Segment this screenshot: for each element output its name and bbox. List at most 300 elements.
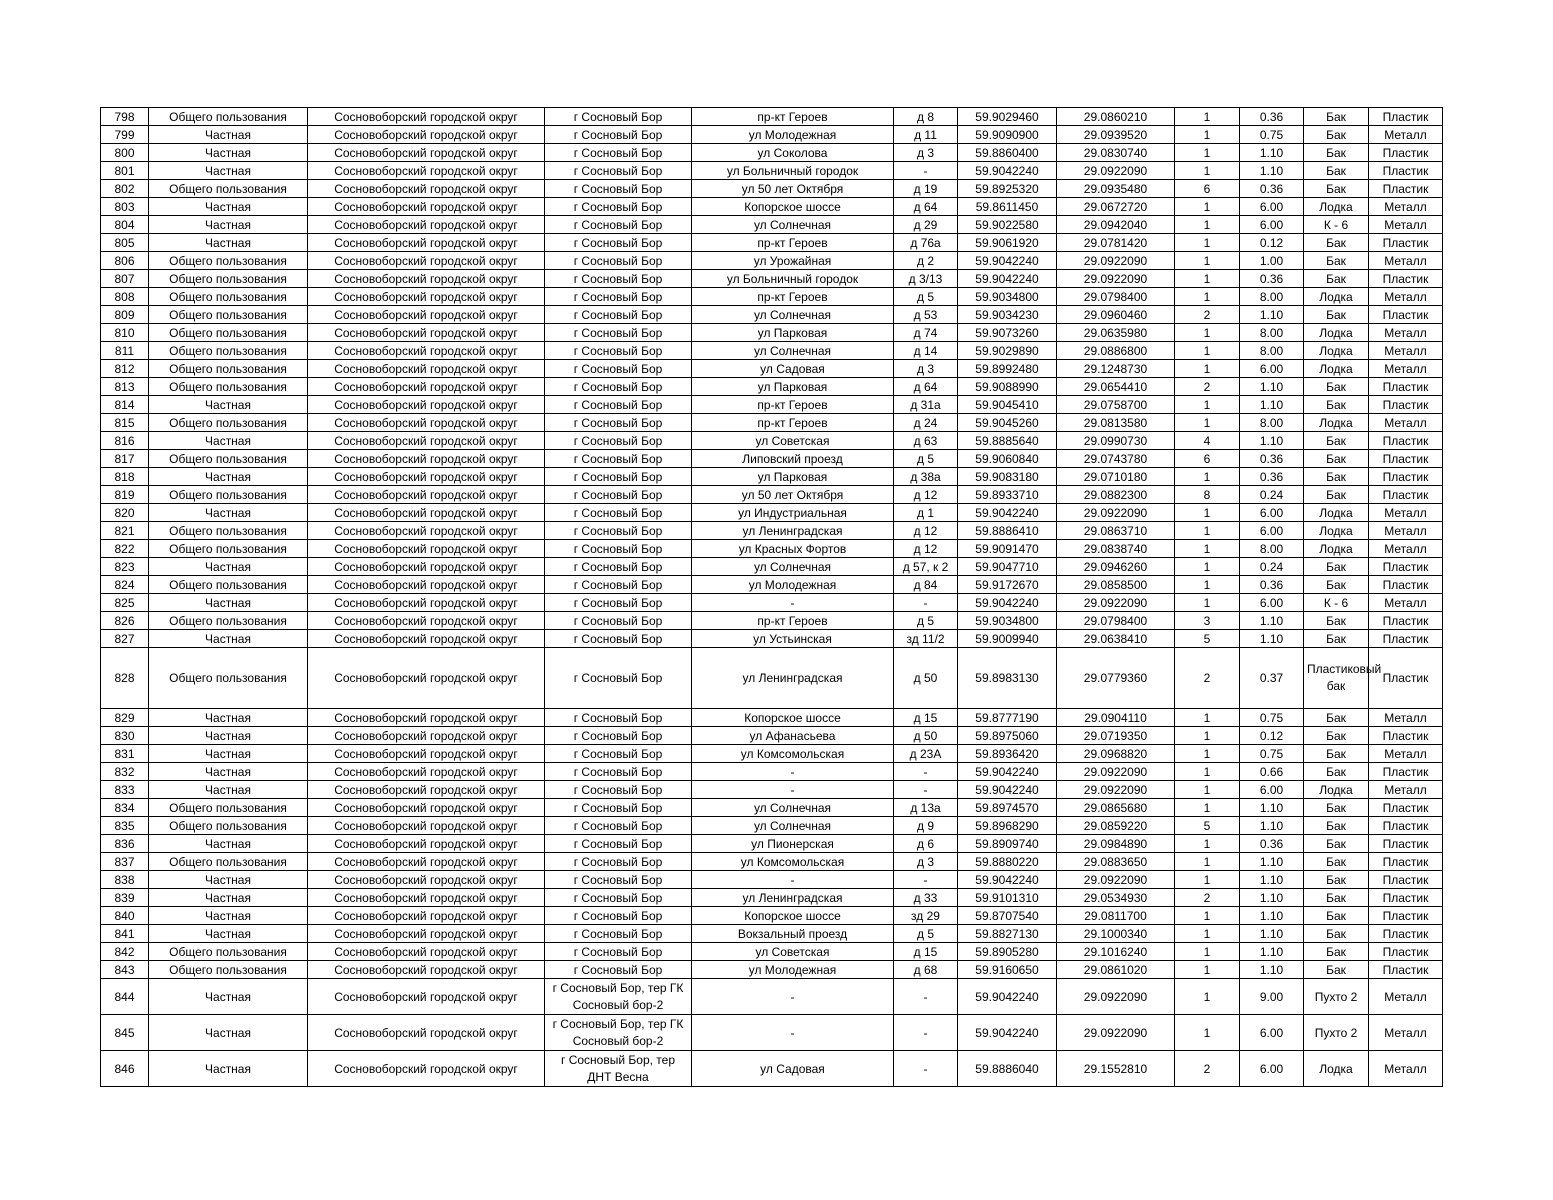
cell-container-count: 1 [1175, 198, 1240, 216]
cell-material: Металл [1369, 1051, 1443, 1087]
cell-material: Пластик [1369, 180, 1443, 198]
cell-longitude: 29.0779360 [1057, 648, 1175, 709]
cell-usage-type: Общего пользования [149, 360, 308, 378]
cell-settlement: г Сосновый Бор [545, 270, 692, 288]
cell-material: Металл [1369, 594, 1443, 612]
cell-container-count: 1 [1175, 979, 1240, 1015]
cell-municipality: Сосновоборский городской округ [308, 558, 545, 576]
cell-longitude: 29.0904110 [1057, 709, 1175, 727]
cell-municipality: Сосновоборский городской округ [308, 126, 545, 144]
cell-row-number: 816 [101, 432, 149, 450]
cell-container-type: Лодка [1304, 324, 1369, 342]
cell-usage-type: Частная [149, 925, 308, 943]
cell-usage-type: Частная [149, 144, 308, 162]
table-row [101, 594, 1443, 612]
cell-latitude: 59.8975060 [958, 727, 1057, 745]
cell-municipality: Сосновоборский городской округ [308, 198, 545, 216]
cell-row-number: 815 [101, 414, 149, 432]
cell-material: Пластик [1369, 234, 1443, 252]
cell-municipality: Сосновоборский городской округ [308, 324, 545, 342]
cell-settlement: г Сосновый Бор [545, 648, 692, 709]
cell-container-type: Лодка [1304, 781, 1369, 799]
cell-longitude: 29.0798400 [1057, 288, 1175, 306]
cell-material: Металл [1369, 979, 1443, 1015]
table-row [101, 871, 1443, 889]
cell-latitude: 59.9042240 [958, 979, 1057, 1015]
cell-house: д 23А [894, 745, 958, 763]
cell-container-type: Лодка [1304, 414, 1369, 432]
cell-street: Копорское шоссе [692, 907, 894, 925]
cell-latitude: 59.8827130 [958, 925, 1057, 943]
cell-volume: 1.10 [1240, 144, 1304, 162]
cell-settlement: г Сосновый Бор [545, 745, 692, 763]
cell-latitude: 59.9034800 [958, 288, 1057, 306]
cell-material: Пластик [1369, 630, 1443, 648]
table-row [101, 558, 1443, 576]
cell-volume: 1.10 [1240, 817, 1304, 835]
cell-house: д 50 [894, 727, 958, 745]
cell-volume: 0.75 [1240, 126, 1304, 144]
cell-longitude: 29.0743780 [1057, 450, 1175, 468]
cell-street: ул Парковая [692, 324, 894, 342]
cell-street: Копорское шоссе [692, 198, 894, 216]
cell-row-number: 814 [101, 396, 149, 414]
cell-house: - [894, 594, 958, 612]
cell-usage-type: Общего пользования [149, 324, 308, 342]
cell-street: Липовский проезд [692, 450, 894, 468]
cell-municipality: Сосновоборский городской округ [308, 288, 545, 306]
cell-municipality: Сосновоборский городской округ [308, 763, 545, 781]
cell-municipality: Сосновоборский городской округ [308, 234, 545, 252]
cell-longitude: 29.0990730 [1057, 432, 1175, 450]
cell-longitude: 29.0922090 [1057, 504, 1175, 522]
cell-usage-type: Частная [149, 162, 308, 180]
cell-material: Металл [1369, 1015, 1443, 1051]
cell-municipality: Сосновоборский городской округ [308, 612, 545, 630]
cell-usage-type: Общего пользования [149, 817, 308, 835]
cell-longitude: 29.0922090 [1057, 871, 1175, 889]
cell-longitude: 29.0654410 [1057, 378, 1175, 396]
cell-row-number: 830 [101, 727, 149, 745]
cell-house: д 3 [894, 144, 958, 162]
cell-usage-type: Общего пользования [149, 288, 308, 306]
cell-longitude: 29.0830740 [1057, 144, 1175, 162]
cell-house: д 8 [894, 108, 958, 126]
cell-latitude: 59.9047710 [958, 558, 1057, 576]
cell-material: Металл [1369, 504, 1443, 522]
cell-container-count: 1 [1175, 540, 1240, 558]
cell-container-type: Бак [1304, 180, 1369, 198]
cell-latitude: 59.9034230 [958, 306, 1057, 324]
cell-street: - [692, 871, 894, 889]
cell-street: Копорское шоссе [692, 709, 894, 727]
cell-longitude: 29.0758700 [1057, 396, 1175, 414]
cell-row-number: 846 [101, 1051, 149, 1087]
cell-latitude: 59.9091470 [958, 540, 1057, 558]
cell-latitude: 59.9083180 [958, 468, 1057, 486]
cell-container-type: Бак [1304, 709, 1369, 727]
cell-house: д 15 [894, 943, 958, 961]
cell-street: ул Комсомольская [692, 853, 894, 871]
cell-row-number: 822 [101, 540, 149, 558]
cell-material: Металл [1369, 414, 1443, 432]
table-row [101, 468, 1443, 486]
cell-street: - [692, 763, 894, 781]
cell-usage-type: Частная [149, 216, 308, 234]
cell-row-number: 835 [101, 817, 149, 835]
cell-volume: 6.00 [1240, 216, 1304, 234]
table-row [101, 763, 1443, 781]
cell-volume: 1.10 [1240, 871, 1304, 889]
cell-container-type: Бак [1304, 612, 1369, 630]
cell-container-type: Бак [1304, 126, 1369, 144]
cell-container-count: 8 [1175, 486, 1240, 504]
cell-settlement: г Сосновый Бор [545, 342, 692, 360]
cell-row-number: 831 [101, 745, 149, 763]
cell-municipality: Сосновоборский городской округ [308, 961, 545, 979]
table-row [101, 162, 1443, 180]
cell-settlement: г Сосновый Бор [545, 180, 692, 198]
cell-street: ул 50 лет Октября [692, 486, 894, 504]
table-row [101, 576, 1443, 594]
cell-house: - [894, 763, 958, 781]
cell-latitude: 59.9042240 [958, 763, 1057, 781]
cell-usage-type: Общего пользования [149, 342, 308, 360]
cell-settlement: г Сосновый Бор [545, 486, 692, 504]
cell-latitude: 59.9034800 [958, 612, 1057, 630]
cell-container-type: Бак [1304, 396, 1369, 414]
cell-volume: 1.10 [1240, 378, 1304, 396]
cell-usage-type: Частная [149, 1051, 308, 1087]
table-row [101, 745, 1443, 763]
cell-municipality: Сосновоборский городской округ [308, 799, 545, 817]
cell-street: пр-кт Героев [692, 612, 894, 630]
cell-settlement: г Сосновый Бор [545, 450, 692, 468]
cell-container-count: 2 [1175, 378, 1240, 396]
cell-container-type: Бак [1304, 727, 1369, 745]
cell-volume: 1.10 [1240, 961, 1304, 979]
cell-volume: 1.10 [1240, 630, 1304, 648]
table-row [101, 108, 1443, 126]
cell-house: - [894, 1015, 958, 1051]
cell-material: Металл [1369, 522, 1443, 540]
cell-volume: 1.10 [1240, 612, 1304, 630]
cell-material: Пластик [1369, 961, 1443, 979]
cell-settlement: г Сосновый Бор [545, 799, 692, 817]
cell-settlement: г Сосновый Бор [545, 468, 692, 486]
cell-house: д 2 [894, 252, 958, 270]
cell-settlement: г Сосновый Бор [545, 216, 692, 234]
cell-street: ул Урожайная [692, 252, 894, 270]
cell-usage-type: Частная [149, 763, 308, 781]
cell-longitude: 29.0534930 [1057, 889, 1175, 907]
cell-usage-type: Общего пользования [149, 270, 308, 288]
cell-longitude: 29.0863710 [1057, 522, 1175, 540]
cell-container-count: 2 [1175, 1051, 1240, 1087]
cell-container-count: 2 [1175, 648, 1240, 709]
table-row [101, 889, 1443, 907]
cell-longitude: 29.0638410 [1057, 630, 1175, 648]
cell-volume: 6.00 [1240, 504, 1304, 522]
cell-settlement: г Сосновый Бор, тер ГК Сосновый бор-2 [545, 1015, 692, 1051]
cell-volume: 0.12 [1240, 234, 1304, 252]
cell-street: пр-кт Героев [692, 414, 894, 432]
cell-container-type: Бак [1304, 558, 1369, 576]
cell-volume: 1.10 [1240, 799, 1304, 817]
cell-street: ул Молодежная [692, 126, 894, 144]
cell-material: Пластик [1369, 925, 1443, 943]
cell-container-count: 3 [1175, 612, 1240, 630]
cell-municipality: Сосновоборский городской округ [308, 108, 545, 126]
cell-container-count: 1 [1175, 576, 1240, 594]
cell-volume: 0.36 [1240, 576, 1304, 594]
cell-container-type: Бак [1304, 853, 1369, 871]
cell-container-type: Лодка [1304, 522, 1369, 540]
cell-row-number: 837 [101, 853, 149, 871]
cell-usage-type: Частная [149, 745, 308, 763]
cell-latitude: 59.9042240 [958, 871, 1057, 889]
cell-container-type: Лодка [1304, 540, 1369, 558]
cell-container-count: 1 [1175, 709, 1240, 727]
table-row [101, 504, 1443, 522]
cell-street: ул Молодежная [692, 961, 894, 979]
cell-municipality: Сосновоборский городской округ [308, 1051, 545, 1087]
cell-container-type: Бак [1304, 817, 1369, 835]
cell-row-number: 821 [101, 522, 149, 540]
cell-street: пр-кт Героев [692, 396, 894, 414]
cell-street: ул Садовая [692, 360, 894, 378]
cell-usage-type: Общего пользования [149, 961, 308, 979]
cell-row-number: 798 [101, 108, 149, 126]
cell-usage-type: Общего пользования [149, 450, 308, 468]
cell-container-count: 1 [1175, 853, 1240, 871]
cell-container-count: 5 [1175, 817, 1240, 835]
cell-volume: 0.36 [1240, 468, 1304, 486]
cell-latitude: 59.9061920 [958, 234, 1057, 252]
cell-volume: 1.10 [1240, 162, 1304, 180]
cell-latitude: 59.9042240 [958, 162, 1057, 180]
cell-container-type: Бак [1304, 486, 1369, 504]
cell-material: Пластик [1369, 763, 1443, 781]
cell-latitude: 59.8707540 [958, 907, 1057, 925]
cell-usage-type: Частная [149, 396, 308, 414]
cell-settlement: г Сосновый Бор [545, 871, 692, 889]
cell-street: ул Ленинградская [692, 648, 894, 709]
cell-container-count: 1 [1175, 907, 1240, 925]
cell-house: д 6 [894, 835, 958, 853]
cell-longitude: 29.0860210 [1057, 108, 1175, 126]
cell-longitude: 29.0922090 [1057, 1015, 1175, 1051]
cell-usage-type: Общего пользования [149, 522, 308, 540]
cell-municipality: Сосновоборский городской округ [308, 540, 545, 558]
cell-settlement: г Сосновый Бор, тер ДНТ Весна [545, 1051, 692, 1087]
cell-row-number: 812 [101, 360, 149, 378]
table-row [101, 432, 1443, 450]
cell-container-count: 1 [1175, 108, 1240, 126]
cell-settlement: г Сосновый Бор [545, 961, 692, 979]
cell-municipality: Сосновоборский городской округ [308, 180, 545, 198]
cell-latitude: 59.9042240 [958, 781, 1057, 799]
cell-house: д 14 [894, 342, 958, 360]
cell-volume: 0.24 [1240, 486, 1304, 504]
table-row [101, 709, 1443, 727]
cell-row-number: 833 [101, 781, 149, 799]
cell-street: - [692, 979, 894, 1015]
cell-street: ул Ленинградская [692, 522, 894, 540]
cell-house: зд 11/2 [894, 630, 958, 648]
cell-settlement: г Сосновый Бор [545, 126, 692, 144]
cell-house: д 15 [894, 709, 958, 727]
cell-material: Пластик [1369, 396, 1443, 414]
table-row [101, 907, 1443, 925]
cell-material: Пластик [1369, 108, 1443, 126]
cell-latitude: 59.8860400 [958, 144, 1057, 162]
cell-container-count: 1 [1175, 763, 1240, 781]
cell-settlement: г Сосновый Бор [545, 306, 692, 324]
cell-material: Пластик [1369, 648, 1443, 709]
table-row [101, 630, 1443, 648]
cell-street: ул Советская [692, 432, 894, 450]
cell-row-number: 808 [101, 288, 149, 306]
cell-settlement: г Сосновый Бор [545, 630, 692, 648]
cell-longitude: 29.0935480 [1057, 180, 1175, 198]
cell-usage-type: Общего пользования [149, 414, 308, 432]
cell-street: Вокзальный проезд [692, 925, 894, 943]
cell-house: зд 29 [894, 907, 958, 925]
cell-container-count: 1 [1175, 270, 1240, 288]
cell-container-count: 1 [1175, 126, 1240, 144]
cell-longitude: 29.0883650 [1057, 853, 1175, 871]
cell-volume: 6.00 [1240, 1051, 1304, 1087]
cell-container-count: 1 [1175, 162, 1240, 180]
cell-street: - [692, 1015, 894, 1051]
cell-settlement: г Сосновый Бор [545, 907, 692, 925]
cell-row-number: 823 [101, 558, 149, 576]
cell-usage-type: Общего пользования [149, 108, 308, 126]
cell-material: Пластик [1369, 612, 1443, 630]
cell-longitude: 29.0922090 [1057, 594, 1175, 612]
cell-municipality: Сосновоборский городской округ [308, 414, 545, 432]
cell-usage-type: Общего пользования [149, 540, 308, 558]
cell-municipality: Сосновоборский городской округ [308, 468, 545, 486]
cell-longitude: 29.1016240 [1057, 943, 1175, 961]
cell-container-type: Бак [1304, 306, 1369, 324]
cell-latitude: 59.9029890 [958, 342, 1057, 360]
cell-longitude: 29.0886800 [1057, 342, 1175, 360]
cell-house: д 31а [894, 396, 958, 414]
cell-container-type: Лодка [1304, 198, 1369, 216]
cell-row-number: 829 [101, 709, 149, 727]
cell-volume: 0.66 [1240, 763, 1304, 781]
cell-settlement: г Сосновый Бор [545, 234, 692, 252]
cell-settlement: г Сосновый Бор [545, 763, 692, 781]
cell-volume: 0.36 [1240, 270, 1304, 288]
cell-settlement: г Сосновый Бор [545, 414, 692, 432]
cell-latitude: 59.9172670 [958, 576, 1057, 594]
table-row [101, 540, 1443, 558]
cell-house: д 29 [894, 216, 958, 234]
cell-row-number: 842 [101, 943, 149, 961]
cell-latitude: 59.9073260 [958, 324, 1057, 342]
cell-house: д 3 [894, 853, 958, 871]
table-body [101, 108, 1443, 1087]
cell-municipality: Сосновоборский городской округ [308, 871, 545, 889]
cell-volume: 1.10 [1240, 925, 1304, 943]
cell-container-type: Бак [1304, 630, 1369, 648]
cell-usage-type: Частная [149, 889, 308, 907]
table-row [101, 450, 1443, 468]
cell-row-number: 804 [101, 216, 149, 234]
cell-container-count: 1 [1175, 522, 1240, 540]
table-row [101, 306, 1443, 324]
cell-municipality: Сосновоборский городской округ [308, 522, 545, 540]
cell-container-type: Бак [1304, 234, 1369, 252]
cell-container-count: 2 [1175, 889, 1240, 907]
cell-house: д 68 [894, 961, 958, 979]
cell-volume: 0.37 [1240, 648, 1304, 709]
cell-municipality: Сосновоборский городской округ [308, 907, 545, 925]
cell-street: - [692, 594, 894, 612]
cell-volume: 6.00 [1240, 594, 1304, 612]
cell-house: д 3/13 [894, 270, 958, 288]
table-row [101, 727, 1443, 745]
cell-latitude: 59.8933710 [958, 486, 1057, 504]
cell-longitude: 29.0781420 [1057, 234, 1175, 252]
cell-house: д 1 [894, 504, 958, 522]
cell-container-count: 1 [1175, 396, 1240, 414]
table-row [101, 648, 1443, 709]
table-row [101, 1051, 1443, 1087]
cell-house: д 5 [894, 612, 958, 630]
cell-settlement: г Сосновый Бор [545, 108, 692, 126]
cell-longitude: 29.0922090 [1057, 763, 1175, 781]
cell-longitude: 29.0922090 [1057, 979, 1175, 1015]
cell-house: - [894, 979, 958, 1015]
cell-usage-type: Общего пользования [149, 799, 308, 817]
cell-volume: 6.00 [1240, 360, 1304, 378]
cell-usage-type: Частная [149, 558, 308, 576]
cell-container-type: Лодка [1304, 1051, 1369, 1087]
cell-settlement: г Сосновый Бор [545, 522, 692, 540]
cell-longitude: 29.0922090 [1057, 252, 1175, 270]
cell-municipality: Сосновоборский городской округ [308, 450, 545, 468]
cell-row-number: 843 [101, 961, 149, 979]
table-row [101, 835, 1443, 853]
cell-latitude: 59.8925320 [958, 180, 1057, 198]
cell-volume: 9.00 [1240, 979, 1304, 1015]
cell-material: Металл [1369, 288, 1443, 306]
cell-row-number: 800 [101, 144, 149, 162]
cell-settlement: г Сосновый Бор [545, 853, 692, 871]
cell-row-number: 828 [101, 648, 149, 709]
cell-usage-type: Частная [149, 871, 308, 889]
cell-street: ул Солнечная [692, 817, 894, 835]
cell-street: ул Устьинская [692, 630, 894, 648]
cell-material: Металл [1369, 216, 1443, 234]
cell-longitude: 29.0942040 [1057, 216, 1175, 234]
cell-house: д 5 [894, 450, 958, 468]
cell-house: д 9 [894, 817, 958, 835]
cell-settlement: г Сосновый Бор [545, 396, 692, 414]
cell-latitude: 59.8885640 [958, 432, 1057, 450]
cell-row-number: 807 [101, 270, 149, 288]
cell-municipality: Сосновоборский городской округ [308, 835, 545, 853]
cell-settlement: г Сосновый Бор [545, 612, 692, 630]
table-row [101, 234, 1443, 252]
cell-material: Металл [1369, 709, 1443, 727]
cell-municipality: Сосновоборский городской округ [308, 216, 545, 234]
cell-latitude: 59.8992480 [958, 360, 1057, 378]
